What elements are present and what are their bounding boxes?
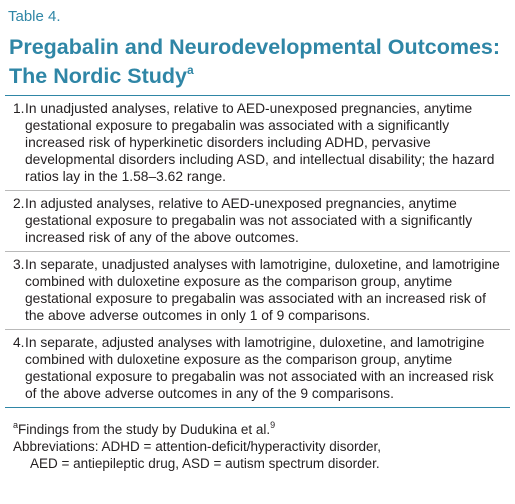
- item-text: In adjusted analyses, relative to AED-unexposed pregnancies, anytime gestational exposure to pregabalin was not associated with a significantly increased risk of any of the above outcomes.: [25, 196, 473, 245]
- item-number: 2.: [13, 196, 25, 211]
- item-number: 4.: [13, 335, 25, 350]
- footnote-text: Findings from the study by Dudukina et al.: [18, 422, 271, 437]
- footnotes: [5, 408, 510, 472]
- item-number: 3.: [13, 257, 25, 272]
- table-label: Table 4.: [8, 8, 61, 25]
- list-item: [5, 330, 510, 408]
- item-text: In separate, unadjusted analyses with lamotrigine, duloxetine, and lamotrigine combined with duloxetine exposure as the comparison group, anytime gestational exposure to pregabalin was associated with an increased risk of the above adverse outcomes in only 1 of 9 comparisons.: [25, 257, 500, 323]
- footnote-reference: 9: [270, 420, 276, 430]
- title-line-2-text: The Nordic Study: [9, 64, 187, 88]
- footnote-marker: a: [13, 420, 19, 430]
- list-item: [5, 96, 510, 191]
- item-text: In separate, adjusted analyses with lamotrigine, duloxetine, and lamotrigine combined with duloxetine exposure as the comparison group, anytime gestational exposure to pregabalin was not associated with an increased risk of the above adverse outcomes in any of the 9 comparisons.: [25, 335, 494, 401]
- table-title: [9, 36, 510, 88]
- list-item: [5, 191, 510, 252]
- footnote-a: [13, 417, 510, 438]
- item-text: In unadjusted analyses, relative to AED-unexposed pregnancies, anytime gestational exposure to pregabalin was associated with a significantly increased risk of hyperkinetic disorders including ADHD, pervasive developmental disorders including ASD, and intellectual disability; the hazard ratios lay in the 1.58–3.62 range.: [25, 101, 495, 184]
- title-line-2: [9, 59, 510, 88]
- item-number: 1.: [13, 101, 25, 116]
- title-line-1: Pregabalin and Neurodevelopmental Outcomes:: [9, 35, 501, 59]
- abbreviations-line-1: Abbreviations: ADHD = attention-deficit/hyperactivity disorder,: [13, 439, 382, 454]
- list-item: [5, 252, 510, 330]
- abbreviations-line-2: AED = antiepileptic drug, ASD = autism spectrum disorder.: [30, 456, 380, 471]
- title-footnote-marker: a: [186, 63, 194, 77]
